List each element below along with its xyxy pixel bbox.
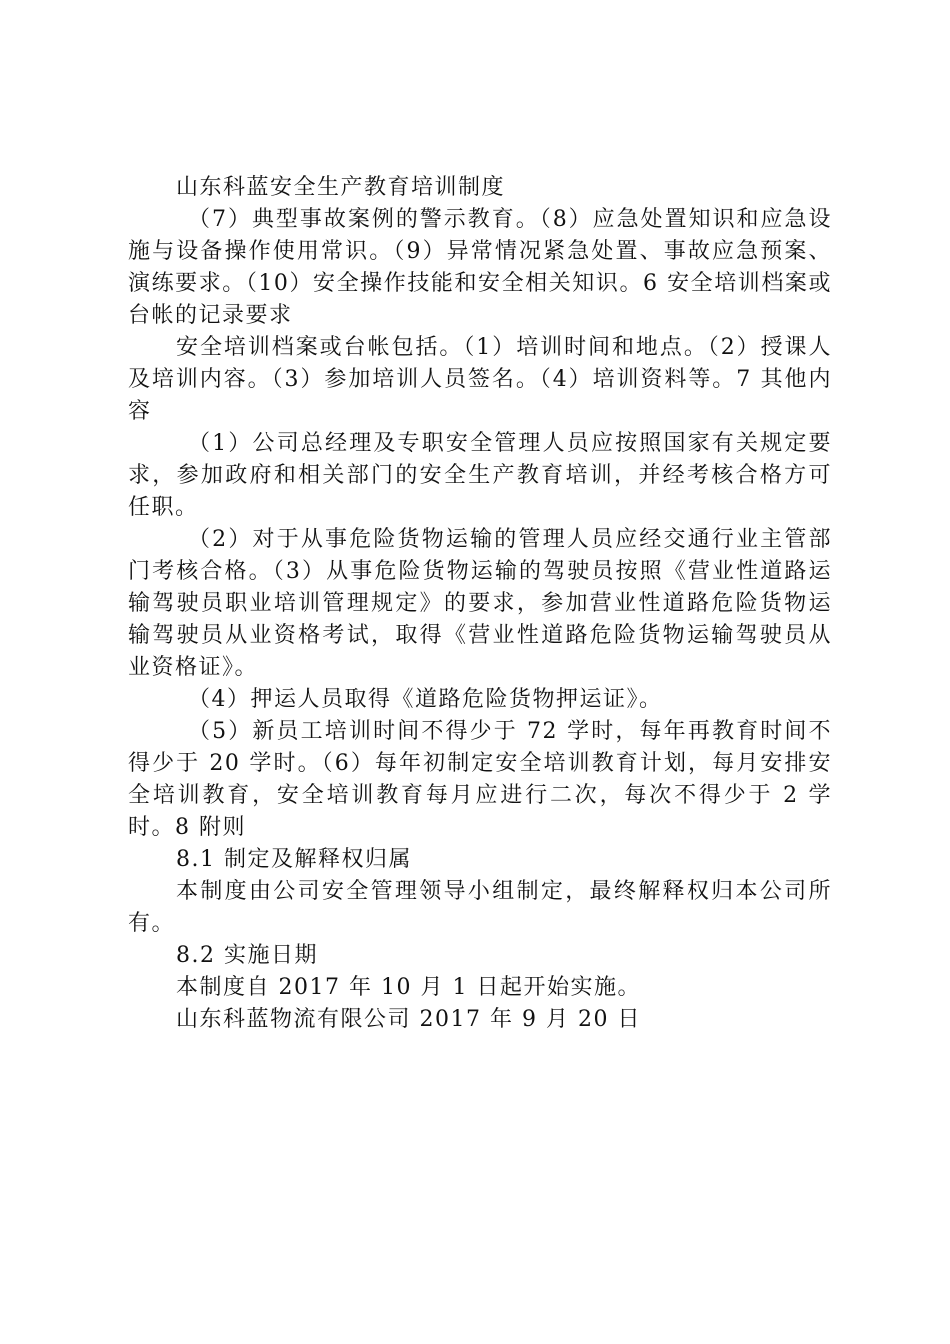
document-body — [128, 172, 832, 1036]
signature-line: 山东科蓝物流有限公司 2017 年 9 月 20 日 — [176, 1007, 641, 1032]
paragraph-manager-training: （1）公司总经理及专职安全管理人员应按照国家有关规定要求，参加政府和相关部门的安全生产教育培训，并经考核合格方可任职。 — [128, 431, 832, 520]
section-heading-8-1: 8.1 制定及解释权归属 — [176, 847, 412, 872]
paragraph-training-hours: （5）新员工培训时间不得少于 72 学时，每年再教育时间不得少于 20 学时。（6）每年初制定安全培训教育计划，每月安排安全培训教育，安全培训教育每月应进行二次，每次不得少于 2 学时。8 附则 — [128, 719, 832, 840]
paragraph-training-content: （7）典型事故案例的警示教育。（8）应急处置知识和应急设施与设备操作使用常识。（9）异常情况紧急处置、事故应急预案、演练要求。（10）安全操作技能和安全相关知识。6 安全培训档案或台帐的记录要求 — [128, 207, 832, 328]
paragraph-driver-qualification: （2）对于从事危险货物运输的管理人员应经交通行业主管部门考核合格。（3）从事危险货物运输的驾驶员按照《营业性道路运输驾驶员职业培训管理规定》的要求，参加营业性道路危险货物运输驾驶员从业资格考试，取得《营业性道路危险货物运输驾驶员从业资格证》。 — [128, 527, 832, 680]
paragraph-effective-date: 本制度自 2017 年 10 月 1 日起开始实施。 — [176, 975, 641, 1000]
section-heading-8-2: 8.2 实施日期 — [176, 943, 318, 968]
paragraph-escort-certificate: （4）押运人员取得《道路危险货物押运证》。 — [188, 687, 663, 712]
paragraph-training-records: 安全培训档案或台帐包括。（1）培训时间和地点。（2）授课人及培训内容。（3）参加培训人员签名。（4）培训资料等。7 其他内容 — [128, 335, 832, 424]
document-title: 山东科蓝安全生产教育培训制度 — [176, 175, 506, 200]
paragraph-interpretation: 本制度由公司安全管理领导小组制定，最终解释权归本公司所有。 — [128, 879, 832, 936]
